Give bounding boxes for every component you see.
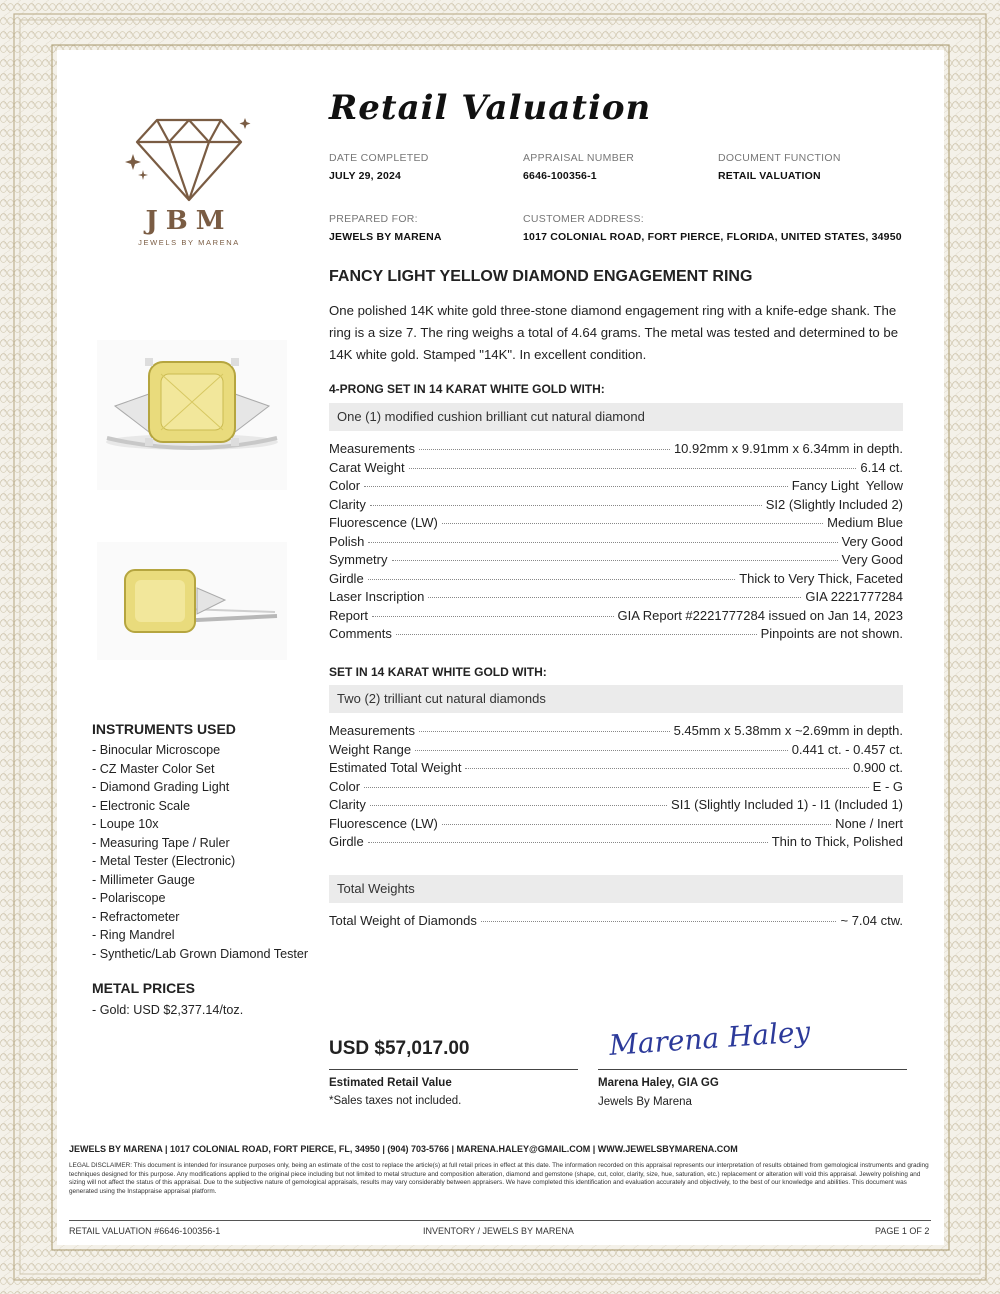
total-weights-details: [329, 913, 903, 932]
detail-key: Clarity: [329, 797, 366, 812]
detail-value: Very Good: [841, 552, 903, 567]
instruments-list: [92, 741, 322, 963]
jbm-logo: [119, 108, 259, 248]
item-description: One polished 14K white gold three-stone diamond engagement ring with a knife-edge shank. The ring is a size 7. The ring weighs a total of 4.64 grams. The metal was tested and determined to be 14K white gold. Stamped "14K". In excellent condition.: [329, 303, 899, 362]
metal-prices-heading: METAL PRICES: [92, 980, 195, 996]
metal-price-item: - Gold: USD $2,377.14/toz.: [92, 1003, 244, 1017]
footer-left: RETAIL VALUATION #6646-100356-1: [69, 1226, 221, 1236]
footer-center: INVENTORY / JEWELS BY MARENA: [423, 1226, 574, 1236]
detail-value: E - G: [872, 778, 903, 794]
detail-row: [329, 626, 903, 645]
detail-row: [329, 552, 903, 571]
detail-value: Thin to Thick, Polished: [771, 834, 903, 849]
detail-key: Symmetry: [329, 552, 388, 567]
signer-company: Jewels By Marena: [598, 1096, 692, 1108]
detail-value: Very Good: [841, 533, 903, 549]
instrument-item: - Refractometer: [92, 909, 180, 924]
diamond-logo-icon: [119, 108, 259, 208]
center-stone-band: One (1) modified cushion brilliant cut natural diamond: [329, 403, 903, 431]
detail-key: Measurements: [329, 723, 415, 738]
instrument-item: - CZ Master Color Set: [92, 761, 215, 776]
side-stones-heading: SET IN 14 KARAT WHITE GOLD WITH:: [329, 665, 547, 679]
detail-row: [329, 589, 903, 608]
customer-address-label: CUSTOMER ADDRESS:: [523, 213, 645, 225]
detail-key: Carat Weight: [329, 459, 405, 475]
detail-row: [329, 742, 903, 761]
instruments-heading: INSTRUMENTS USED: [92, 721, 236, 737]
valuation-label: Estimated Retail Value: [329, 1077, 452, 1089]
side-stones-details: [329, 723, 903, 853]
detail-key: Polish: [329, 533, 365, 549]
detail-value: 0.900 ct.: [853, 760, 903, 775]
detail-key: Fluorescence (LW): [329, 515, 438, 530]
item-heading: FANCY LIGHT YELLOW DIAMOND ENGAGEMENT RING: [329, 268, 753, 285]
instrument-item: - Polariscope: [92, 891, 166, 905]
ring-photo-side: [97, 542, 287, 660]
detail-key: Girdle: [329, 834, 364, 849]
detail-key: Report: [329, 607, 369, 623]
detail-key: Estimated Total Weight: [329, 760, 462, 775]
detail-value: GIA Report #2221777284 issued on Jan 14, 2023: [617, 607, 903, 623]
detail-value: None / Inert: [835, 815, 903, 831]
detail-value: Thick to Very Thick, Faceted: [739, 570, 903, 586]
appraisal-number-value: 6646-100356-1: [523, 170, 597, 182]
appraisal-page: [57, 50, 944, 1245]
instrument-item: - Millimeter Gauge: [92, 872, 195, 887]
instrument-item: - Binocular Microscope: [92, 743, 221, 757]
detail-key: Girdle: [329, 570, 364, 586]
detail-key: Fluorescence (LW): [329, 815, 438, 831]
detail-value: ~ 7.04 ctw.: [840, 913, 903, 928]
detail-key: Laser Inscription: [329, 589, 425, 604]
valuation-note: *Sales taxes not included.: [329, 1095, 462, 1107]
signer-name: Marena Haley, GIA GG: [598, 1077, 719, 1089]
detail-value: Medium Blue: [827, 515, 903, 530]
detail-row: [329, 441, 903, 460]
detail-row: [329, 571, 903, 590]
detail-key: Color: [329, 478, 361, 493]
instrument-item: - Loupe 10x: [92, 817, 159, 831]
detail-key: Weight Range: [329, 741, 412, 757]
detail-row: [329, 534, 903, 553]
detail-value: 5.45mm x 5.38mm x ~2.69mm in depth.: [673, 723, 903, 738]
detail-value: GIA 2221777284: [805, 589, 903, 604]
center-stone-heading: 4-PRONG SET IN 14 KARAT WHITE GOLD WITH:: [329, 382, 605, 396]
instrument-item: - Electronic Scale: [92, 798, 190, 813]
instrument-item: - Synthetic/Lab Grown Diamond Tester: [92, 946, 309, 961]
instrument-item: - Metal Tester (Electronic): [92, 854, 236, 868]
detail-key: Measurements: [329, 441, 415, 456]
footer-contact: JEWELS BY MARENA | 1017 COLONIAL ROAD, FORT PIERCE, FL, 34950 | (904) 703-5766 | MARENA.HALEY@GMAIL.COM | WWW.JEWELSBYMARENA.COM: [69, 1144, 738, 1154]
ring-photo-front: [97, 340, 287, 490]
prepared-for-value: JEWELS BY MARENA: [329, 231, 442, 243]
footer-rule: [69, 1220, 931, 1221]
side-stones-band: Two (2) trilliant cut natural diamonds: [329, 685, 903, 713]
prepared-for-label: PREPARED FOR:: [329, 213, 418, 225]
instrument-item: - Measuring Tape / Ruler: [92, 835, 230, 850]
detail-key: Total Weight of Diamonds: [329, 913, 477, 928]
detail-value: 6.14 ct.: [860, 459, 903, 475]
valuation-rule: [329, 1069, 578, 1070]
document-function-value: RETAIL VALUATION: [718, 170, 821, 182]
detail-row: [329, 779, 903, 798]
total-weights-band: Total Weights: [329, 875, 903, 903]
detail-key: Clarity: [329, 496, 366, 512]
signature-script: Marena Haley: [608, 1015, 812, 1062]
detail-key: Comments: [329, 626, 392, 641]
detail-value: Fancy Light Yellow: [791, 478, 903, 493]
document-function-label: DOCUMENT FUNCTION: [718, 152, 841, 164]
detail-row: [329, 760, 903, 779]
detail-row: [329, 723, 903, 742]
date-completed-label: DATE COMPLETED: [329, 152, 429, 164]
instrument-item: - Ring Mandrel: [92, 928, 175, 942]
center-stone-details: [329, 441, 903, 645]
detail-row: [329, 497, 903, 516]
document-title: Retail Valuation: [329, 88, 652, 128]
detail-row: [329, 460, 903, 479]
logo-tagline: JEWELS BY MARENA: [138, 238, 240, 247]
detail-key: Color: [329, 778, 361, 794]
detail-row: [329, 797, 903, 816]
logo-initials: JBM: [145, 206, 233, 236]
customer-address-value: 1017 COLONIAL ROAD, FORT PIERCE, FLORIDA, UNITED STATES, 34950: [523, 231, 902, 243]
detail-row: [329, 515, 903, 534]
detail-row: [329, 913, 903, 932]
signature-rule: [598, 1069, 907, 1070]
detail-row: [329, 608, 903, 627]
detail-value: 0.441 ct. - 0.457 ct.: [791, 741, 903, 757]
valuation-amount: USD $57,017.00: [329, 1038, 470, 1059]
legal-disclaimer: LEGAL DISCLAIMER: This document is intended for insurance purposes only, being an estimate of the cost to replace the article(s) at full retail prices in effect at this date. The information recorded on this appraisal represents our interpretation of results obtained from gemological instruments and grading techniques designed for this purpose. Any modifications applied to the original piece including but not limited to metal structure and composition alteration, diamond and gemstone (shape, cut, color, clarity, size, hue, saturation, etc.) replacement or alteration will void this appraisal. Jewelry polishing and sizing will not affect the status of this appraisal. Due to the subjective nature of gemological appraisals, results may vary considerably between appraisers. We have completed this identification and evaluation accurately and objectively, to the best of our knowledge and abilities. This document was generated using the Instappraise appraisal platform.: [69, 1162, 929, 1196]
detail-value: SI1 (Slightly Included 1) - I1 (Included 1): [671, 797, 903, 812]
footer-page-number: PAGE 1 OF 2: [875, 1226, 930, 1236]
appraisal-number-label: APPRAISAL NUMBER: [523, 152, 635, 164]
date-completed-value: JULY 29, 2024: [329, 170, 402, 182]
instrument-item: - Diamond Grading Light: [92, 780, 230, 794]
detail-row: [329, 478, 903, 497]
detail-value: Pinpoints are not shown.: [760, 626, 903, 641]
detail-value: SI2 (Slightly Included 2): [765, 496, 903, 512]
detail-row: [329, 834, 903, 853]
detail-value: 10.92mm x 9.91mm x 6.34mm in depth.: [673, 441, 903, 456]
detail-row: [329, 816, 903, 835]
